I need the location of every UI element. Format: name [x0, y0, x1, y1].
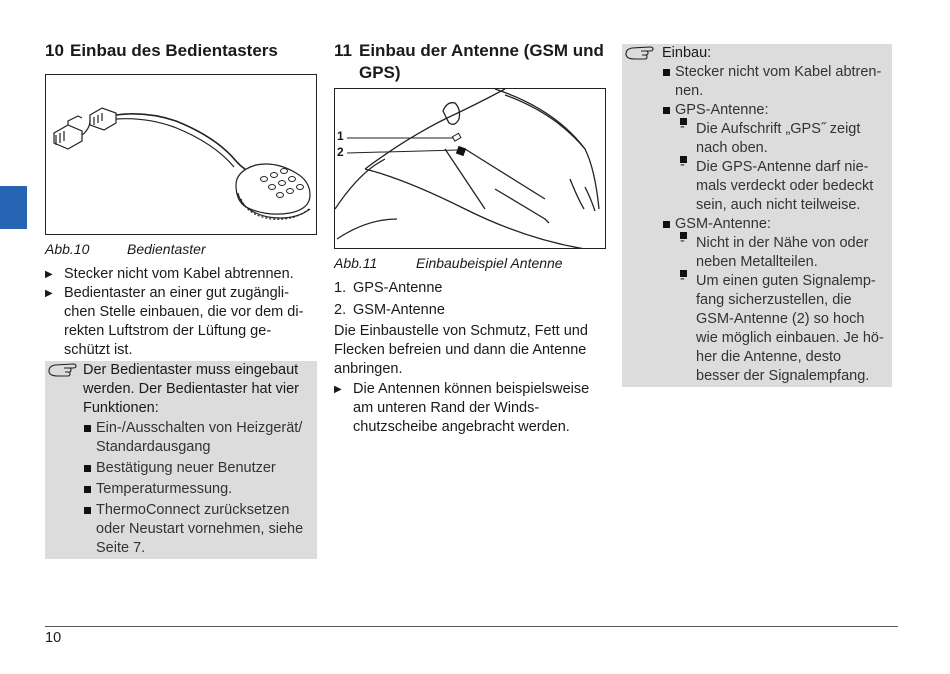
function-item: Ein-/Ausschalten von Heizgerät/ Standardausgang: [83, 419, 309, 457]
figure-label-gsm: 2: [337, 145, 344, 159]
gsm-requirements: [677, 234, 884, 386]
install-note-list: [622, 63, 884, 386]
section-11: [334, 40, 610, 437]
section-11-title: Einbau der Antenne (GSM und GPS): [359, 41, 604, 82]
install-note-title: Einbau:: [662, 45, 712, 61]
figure-10-number: Abb.10: [45, 241, 90, 257]
section-11-paragraph: Die Einbaustelle von Schmutz, Fett und Flecken befreien und dann die Antenne anbringen.: [334, 323, 588, 377]
gps-requirement: - Die Aufschrift „GPS˝ zeigt nach oben.: [677, 120, 884, 158]
section-10: [45, 40, 317, 559]
function-item: ThermoConnect zurücksetzen oder Neustart vornehmen, siehe Seite 7.: [83, 501, 309, 558]
antenna-legend: [334, 279, 610, 320]
gps-label: GPS-Antenne:: [675, 102, 769, 118]
section-10-instructions: [45, 265, 317, 360]
legend-number: 1.: [334, 280, 347, 296]
section-10-title: Einbau des Bedientasters: [70, 41, 278, 60]
note-function-list: [83, 419, 309, 558]
bedientaster-illustration: [46, 75, 316, 234]
section-side-tab: [0, 186, 27, 229]
figure-11-caption: [334, 255, 610, 271]
pointing-hand-icon: [624, 45, 658, 61]
install-note-box: [622, 44, 892, 387]
gps-requirement: - Die GPS-Antenne darf nie-mals verdeckt oder bedeckt sein, auch nicht teilweise.: [677, 158, 884, 215]
instruction-item: ▶ Stecker nicht vom Kabel abtrennen.: [45, 265, 317, 284]
figure-10-caption: [45, 241, 317, 257]
section-10-note: [45, 361, 317, 559]
gsm-label: GSM-Antenne:: [675, 216, 771, 232]
legend-text: GSM-Antenne: [353, 302, 445, 318]
section-11-heading: [334, 40, 610, 84]
antenne-illustration: [335, 89, 605, 248]
function-item: Temperaturmessung.: [83, 480, 309, 499]
figure-11-title: Einbaubeispiel Antenne: [416, 255, 563, 271]
section-10-heading: [45, 40, 317, 62]
pointing-hand-icon: [47, 362, 81, 378]
figure-bedientaster: [45, 74, 317, 235]
figure-label-gps: 1: [337, 129, 344, 143]
legend-number: 2.: [334, 302, 347, 318]
instruction-item: ▶ Bedientaster an einer gut zugängli-chen Stelle einbauen, die vor dem di-rekten Luftstrom der Lüftung ge-schützt ist.: [45, 284, 317, 360]
install-note-item: Stecker nicht vom Kabel abtren-nen.: [662, 63, 884, 101]
gps-requirements: [677, 120, 884, 215]
legend-item: [334, 301, 610, 320]
gsm-requirement: - Nicht in der Nähe von oder neben Metallteilen.: [677, 234, 884, 272]
instruction-item: ▶ Die Antennen können beispielsweise am unteren Rand der Winds-chutzscheibe angebracht werden.: [334, 380, 610, 437]
section-10-number: 10: [45, 41, 64, 60]
figure-10-title: Bedientaster: [127, 241, 206, 257]
function-item: Bestätigung neuer Benutzer: [83, 459, 309, 478]
gsm-requirement: - Um einen guten Signalemp-fang sicherzustellen, die GSM-Antenne (2) so hoch wie möglich einbauen. Je hö-her die Antenne, desto besser der Signalempfang.: [677, 272, 884, 386]
section-11-number: 11: [334, 41, 352, 60]
figure-11-number: Abb.11: [334, 255, 378, 271]
section-11-instructions: [334, 380, 610, 437]
page-number: 10: [45, 630, 62, 646]
note-text: Der Bedientaster muss eingebaut werden. Der Bedientaster hat vier Funktionen:: [83, 362, 299, 416]
legend-text: GPS-Antenne: [353, 280, 443, 296]
install-note: [622, 44, 892, 387]
legend-item: [334, 279, 610, 298]
install-note-item-gps: [662, 101, 884, 215]
install-note-item-gsm: [662, 215, 884, 386]
footer-rule: [45, 626, 898, 627]
figure-antenne: [334, 88, 606, 249]
